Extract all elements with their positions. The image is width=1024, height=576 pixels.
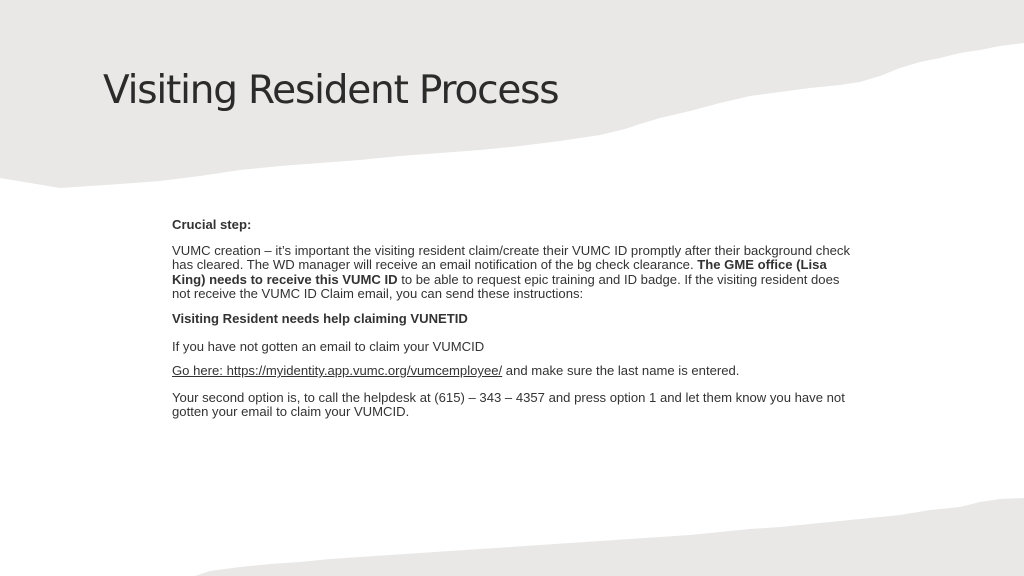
crucial-step-heading: Crucial step: xyxy=(172,217,252,232)
claim-link-line xyxy=(172,364,852,379)
slide-title: Visiting Resident Process xyxy=(103,68,559,113)
second-option-text: Your second option is, to call the helpdesk at (615) – 343 – 4357 and press option 1 and let them know you have not gotten your email to claim your VUMCID. xyxy=(172,389,845,420)
body-text-part2: to be able to request epic training and ID badge. If the visiting resident does not receive the VUMC ID Claim email, you can send these instructions: xyxy=(172,271,840,302)
vumc-creation-paragraph xyxy=(172,244,852,302)
link-suffix-text: and make sure the last name is entered. xyxy=(502,363,740,379)
slide-content xyxy=(172,218,852,420)
body-text-part1: VUMC creation – it’s important the visiting resident claim/create their VUMC ID promptly after their background check has cleared. The WD manager will receive an email notification of the bg check clearance. xyxy=(172,242,850,273)
body-text-bold: The GME office (Lisa King) needs to receive this VUMC ID xyxy=(172,257,827,287)
help-claiming-heading: Visiting Resident needs help claiming VUNETID xyxy=(172,310,468,326)
myidentity-link[interactable]: Go here: https://myidentity.app.vumc.org/vumcemployee/ xyxy=(172,363,503,379)
no-email-text: If you have not gotten an email to claim your VUMCID xyxy=(172,338,485,354)
